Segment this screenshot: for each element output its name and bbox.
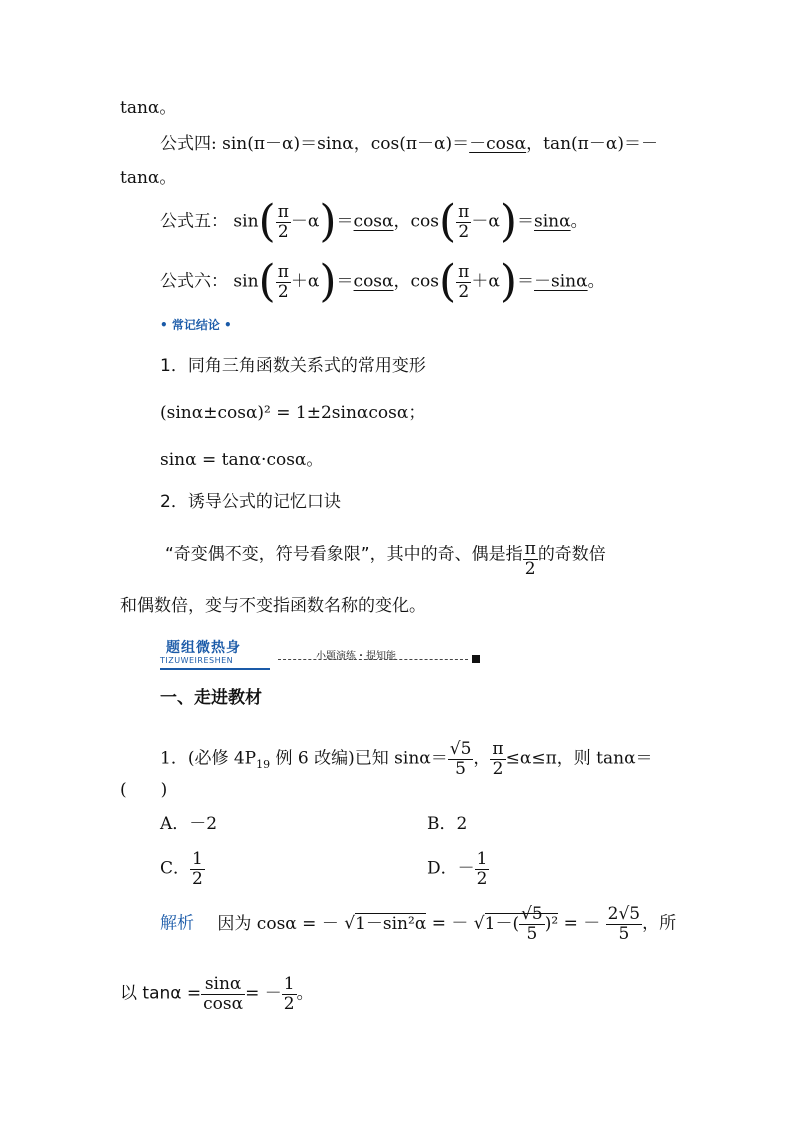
question-subscript: 19 (256, 758, 271, 772)
solution-text: 。 (296, 983, 314, 1004)
paragraph-text: “奇变偶不变，符号看象限”，其中的奇、偶是指 (165, 544, 523, 565)
formula-label: 公式四: (160, 134, 217, 154)
question-text: ， (473, 748, 491, 769)
banner-dashed-line (278, 659, 468, 660)
answer-blank: sinα (534, 211, 571, 232)
text-line: tanα。 (120, 98, 177, 118)
solution-label: 解析 (160, 913, 194, 934)
formula-text: sin(π－α)＝sinα，cos(π－α)＝ (222, 134, 470, 154)
solution-text: = － (431, 913, 469, 934)
answer-paren: ( ) (120, 780, 168, 800)
answer-blank: －sinα (534, 271, 588, 292)
paragraph: 和偶数倍，变与不变指函数名称的变化。 (120, 596, 426, 616)
banner-caption: 小题演练・提知能 (316, 651, 396, 662)
solution-text: ，所 (642, 913, 677, 934)
solution-text: 以 tanα = (120, 983, 202, 1004)
banner-subtitle: TIZUWEIRESHEN (160, 656, 234, 665)
option-label: C． (160, 858, 191, 879)
paragraph: “奇变偶不变，符号看象限”，其中的奇、偶是指 $\frac{\pi}{2}$ 的奇数倍 (165, 539, 606, 579)
formula-five: 公式五： sin( $\frac{\pi}{2}$ －α)＝cosα，cos( $\frac{\pi}{2}$ －α)＝sinα。 (160, 196, 588, 247)
conclusion-two-title (160, 494, 341, 511)
text-line: tanα。 (120, 168, 177, 188)
formula-label: 公式五： (160, 211, 228, 232)
banner-title: 题组微热身 (166, 640, 241, 656)
formula-label: 公式六： (160, 271, 228, 292)
item-title: 同角三角函数关系式的常用变形 (187, 356, 426, 376)
formula-six: 公式六： sin( $\frac{\pi}{2}$ ＋α)＝cosα，cos( $\frac{\pi}{2}$ ＋α)＝－sinα。 (160, 256, 605, 307)
option-a: A．－2 (160, 814, 218, 834)
item-number: 1． (160, 356, 188, 376)
equation: (sinα±cosα)² = 1±2sinαcosα； (160, 403, 426, 423)
answer-blank: cosα (353, 271, 394, 292)
option-c: C． $\frac{1}{2}$ (160, 849, 203, 889)
option-label: D．－ (427, 858, 475, 879)
section-heading: 一、走进教材 (160, 688, 262, 708)
option-b: B．2 (427, 814, 468, 834)
solution-text: = － (245, 983, 282, 1004)
formula-four (160, 136, 658, 153)
option-d: D．－ $\frac{1}{2}$ (427, 849, 488, 889)
item-title: ．诱导公式的记忆口诀 (170, 492, 341, 512)
section-banner (160, 634, 480, 674)
solution-line: 解析 因为 cosα = － √1－sin²α = － √1－( $\frac{√5}{5}$ )² = － $\frac{2√5}{5}$ ，所 (160, 904, 677, 944)
solution-text: = － (563, 913, 601, 934)
formula-text: ，tan(π－α)＝－ (526, 134, 658, 154)
conclusion-one-title (160, 358, 426, 375)
conclusion-badge: • 常记结论 • (160, 318, 232, 332)
question-text: 例 6 改编)已知 sinα＝ (270, 748, 448, 769)
solution-text: 因为 cosα = － (217, 913, 339, 934)
item-number: 2 (160, 492, 171, 512)
question-text: ≤α≤π，则 tanα＝ (505, 748, 653, 769)
banner-square-icon (472, 655, 480, 663)
paragraph-text: 的奇数倍 (537, 544, 606, 565)
equation: sinα = tanα·cosα。 (160, 450, 324, 470)
answer-blank: cosα (353, 211, 394, 232)
solution-line: 以 tanα = $\frac{\sin\alpha}{\cos\alpha}$ = － $\frac{1}{2}$ 。 (120, 974, 314, 1014)
question-text: 1．(必修 4P (160, 748, 257, 769)
question-one: 1．(必修 $4P_{19}$ 例 6 改编)已知 sinα＝ $\frac{√5}{5}$ ， $\frac{\pi}{2}$ ≤α≤π，则 tanα＝ (160, 739, 653, 779)
answer-blank: －cosα (469, 134, 527, 154)
